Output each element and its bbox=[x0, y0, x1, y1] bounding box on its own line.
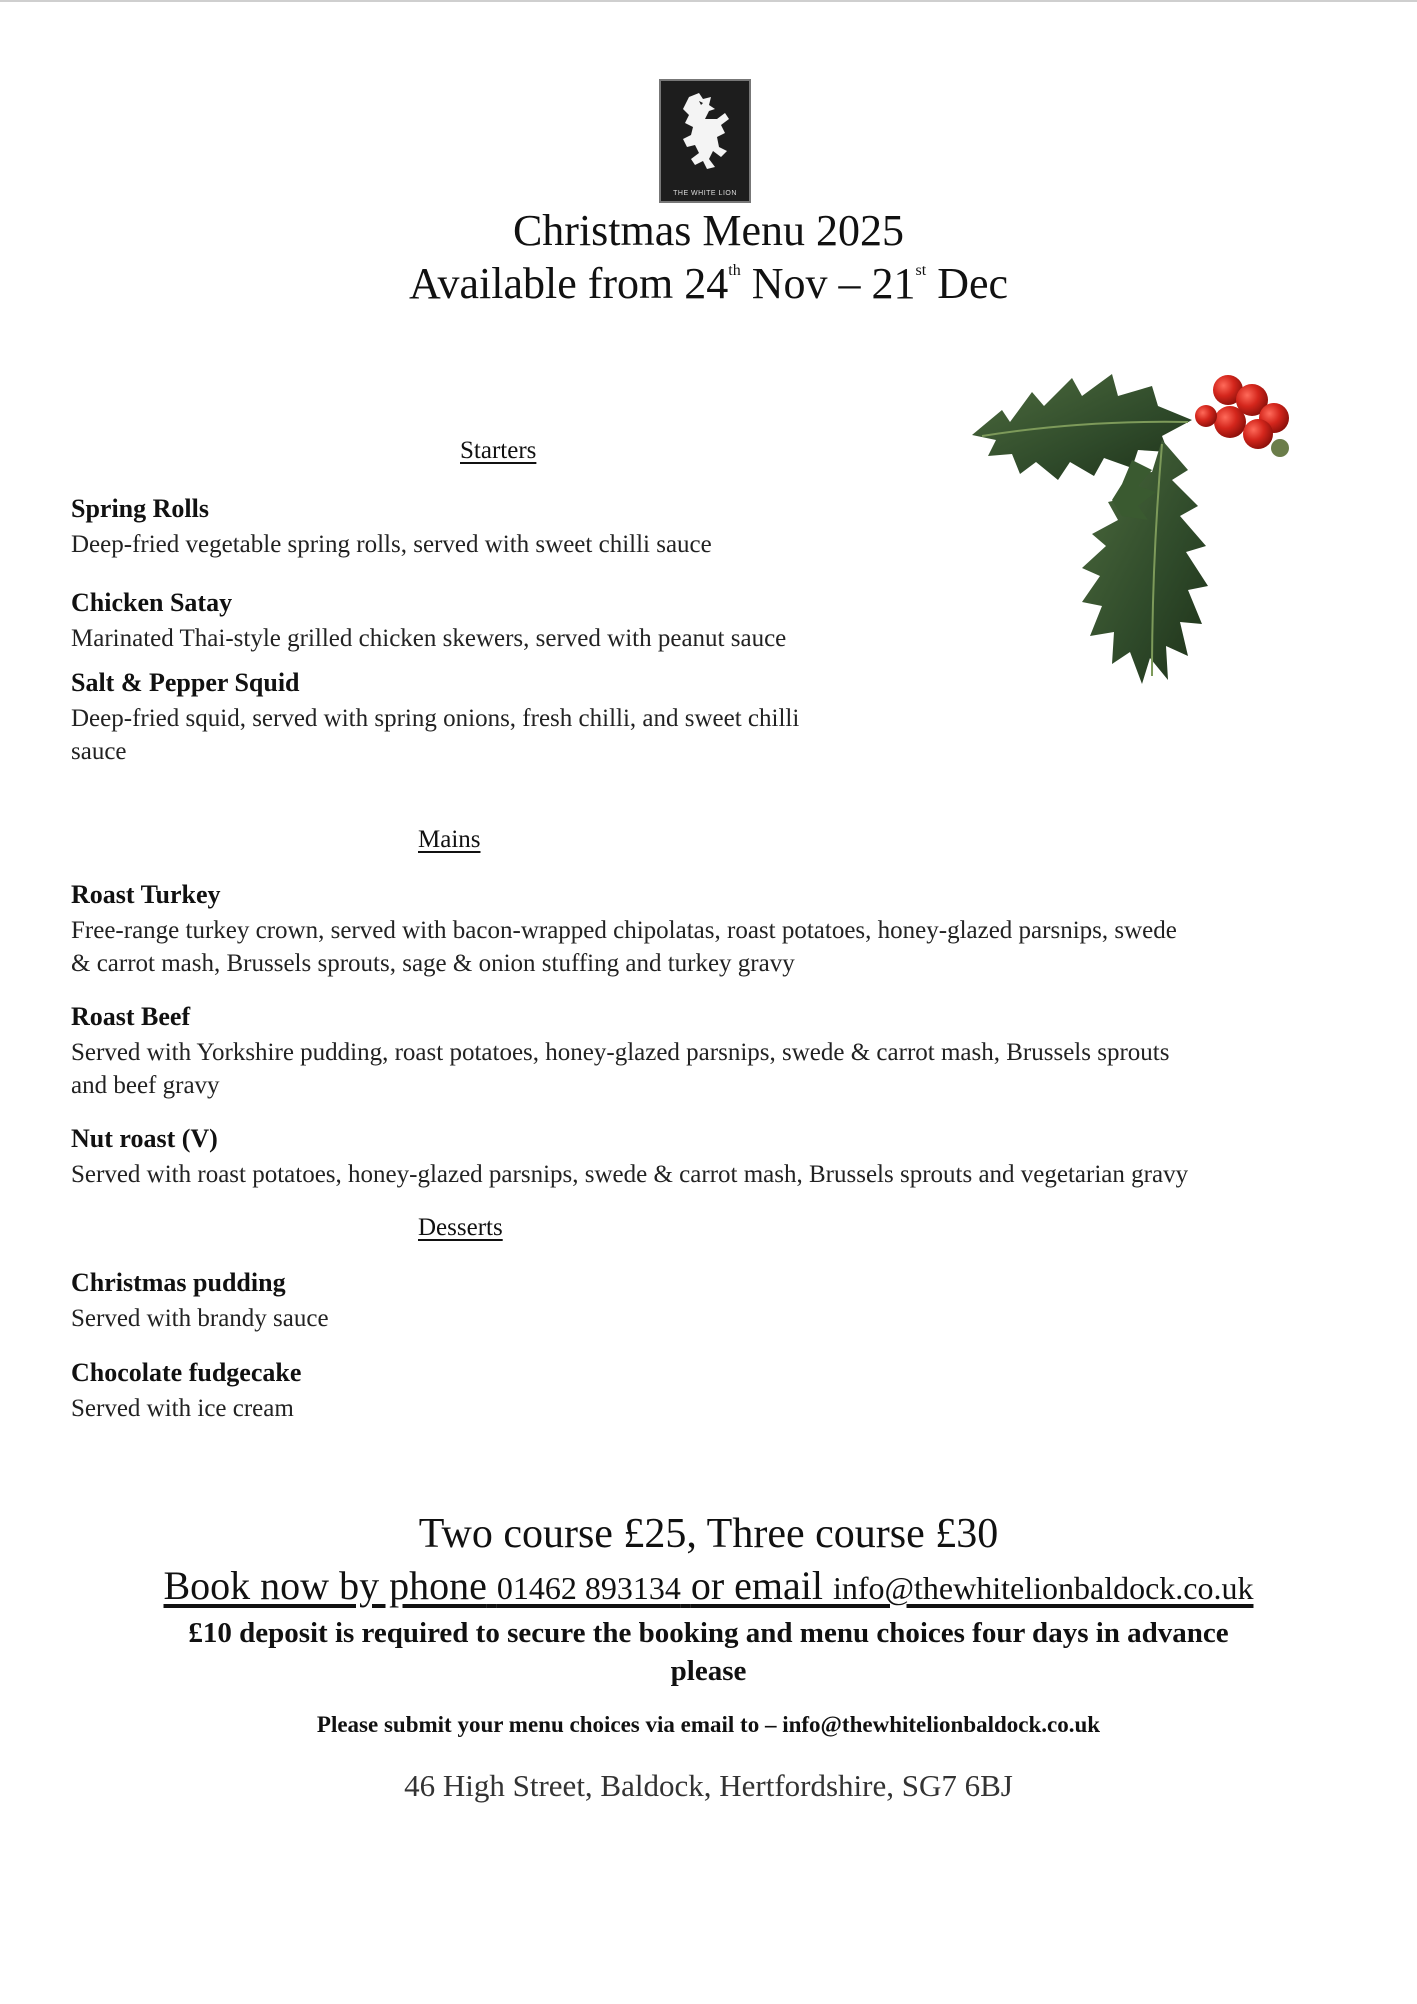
dish-desc-roast-beef: Served with Yorkshire pudding, roast potatoes, honey-glazed parsnips, swede & carrot mash, Brussels sprouts bbox=[71, 1039, 1170, 1066]
address: 46 High Street, Baldock, Hertfordshire, SG7 6BJ bbox=[404, 1768, 1013, 1803]
dish-desc-chocolate-fudgecake: Served with ice cream bbox=[71, 1395, 294, 1422]
dish-name-chocolate-fudgecake: Chocolate fudgecake bbox=[71, 1358, 302, 1387]
dish-name-chicken-satay: Chicken Satay bbox=[71, 588, 233, 617]
dish-name-roast-beef: Roast Beef bbox=[71, 1002, 191, 1031]
starters-heading: Starters bbox=[460, 437, 537, 464]
dish-desc-salt-pepper-squid: Deep-fried squid, served with spring onions, fresh chilli, and sweet chilli bbox=[71, 705, 800, 732]
dish-desc-roast-beef-cont: and beef gravy bbox=[71, 1072, 220, 1099]
booking-line bbox=[0, 1562, 1417, 1609]
book-email-label: or email bbox=[690, 1563, 823, 1608]
dish-name-salt-pepper-squid: Salt & Pepper Squid bbox=[71, 668, 300, 697]
dish-desc-roast-turkey: Free-range turkey crown, served with bacon-wrapped chipolatas, roast potatoes, honey-glazed parsnips, swede bbox=[71, 917, 1177, 944]
dish-desc-chicken-satay: Marinated Thai-style grilled chicken skewers, served with peanut sauce bbox=[71, 625, 787, 652]
dish-name-roast-turkey: Roast Turkey bbox=[71, 880, 221, 909]
white-lion-logo bbox=[659, 79, 751, 203]
submit-choices-note: Please submit your menu choices via email to – info@thewhitelionbaldock.co.uk bbox=[316, 1712, 1101, 1737]
top-border bbox=[0, 0, 1417, 2]
deposit-note: £10 deposit is required to secure the booking and menu choices four days in advance please bbox=[188, 1617, 1229, 1687]
lion-rampant-icon bbox=[669, 89, 741, 181]
dish-desc-spring-rolls: Deep-fried vegetable spring rolls, served with sweet chilli sauce bbox=[71, 531, 712, 558]
dish-desc-salt-pepper-squid-cont: sauce bbox=[71, 738, 127, 765]
desserts-heading: Desserts bbox=[418, 1214, 503, 1241]
mains-heading: Mains bbox=[418, 826, 481, 853]
dish-desc-roast-turkey-cont: & carrot mash, Brussels sprouts, sage & onion stuffing and turkey gravy bbox=[71, 950, 795, 977]
availability-dates: Available from 24th Nov – 21st Dec bbox=[408, 259, 1009, 308]
logo-caption: THE WHITE LION bbox=[673, 190, 737, 197]
phone-number[interactable]: 01462 893134 bbox=[496, 1570, 681, 1606]
email-link[interactable]: info@thewhitelionbaldock.co.uk bbox=[833, 1570, 1254, 1606]
pricing-line: Two course £25, Three course £30 bbox=[418, 1511, 999, 1557]
dish-name-spring-rolls: Spring Rolls bbox=[71, 494, 209, 523]
dish-name-nut-roast: Nut roast (V) bbox=[71, 1124, 218, 1153]
menu-title: Christmas Menu 2025 bbox=[512, 206, 905, 255]
dish-name-christmas-pudding: Christmas pudding bbox=[71, 1268, 286, 1297]
holly-decoration bbox=[962, 340, 1342, 710]
book-phone-label: Book now by phone bbox=[163, 1563, 487, 1608]
dish-desc-christmas-pudding: Served with brandy sauce bbox=[71, 1305, 329, 1332]
dish-desc-nut-roast: Served with roast potatoes, honey-glazed parsnips, swede & carrot mash, Brussels sprouts and vegetarian gravy bbox=[71, 1161, 1189, 1188]
